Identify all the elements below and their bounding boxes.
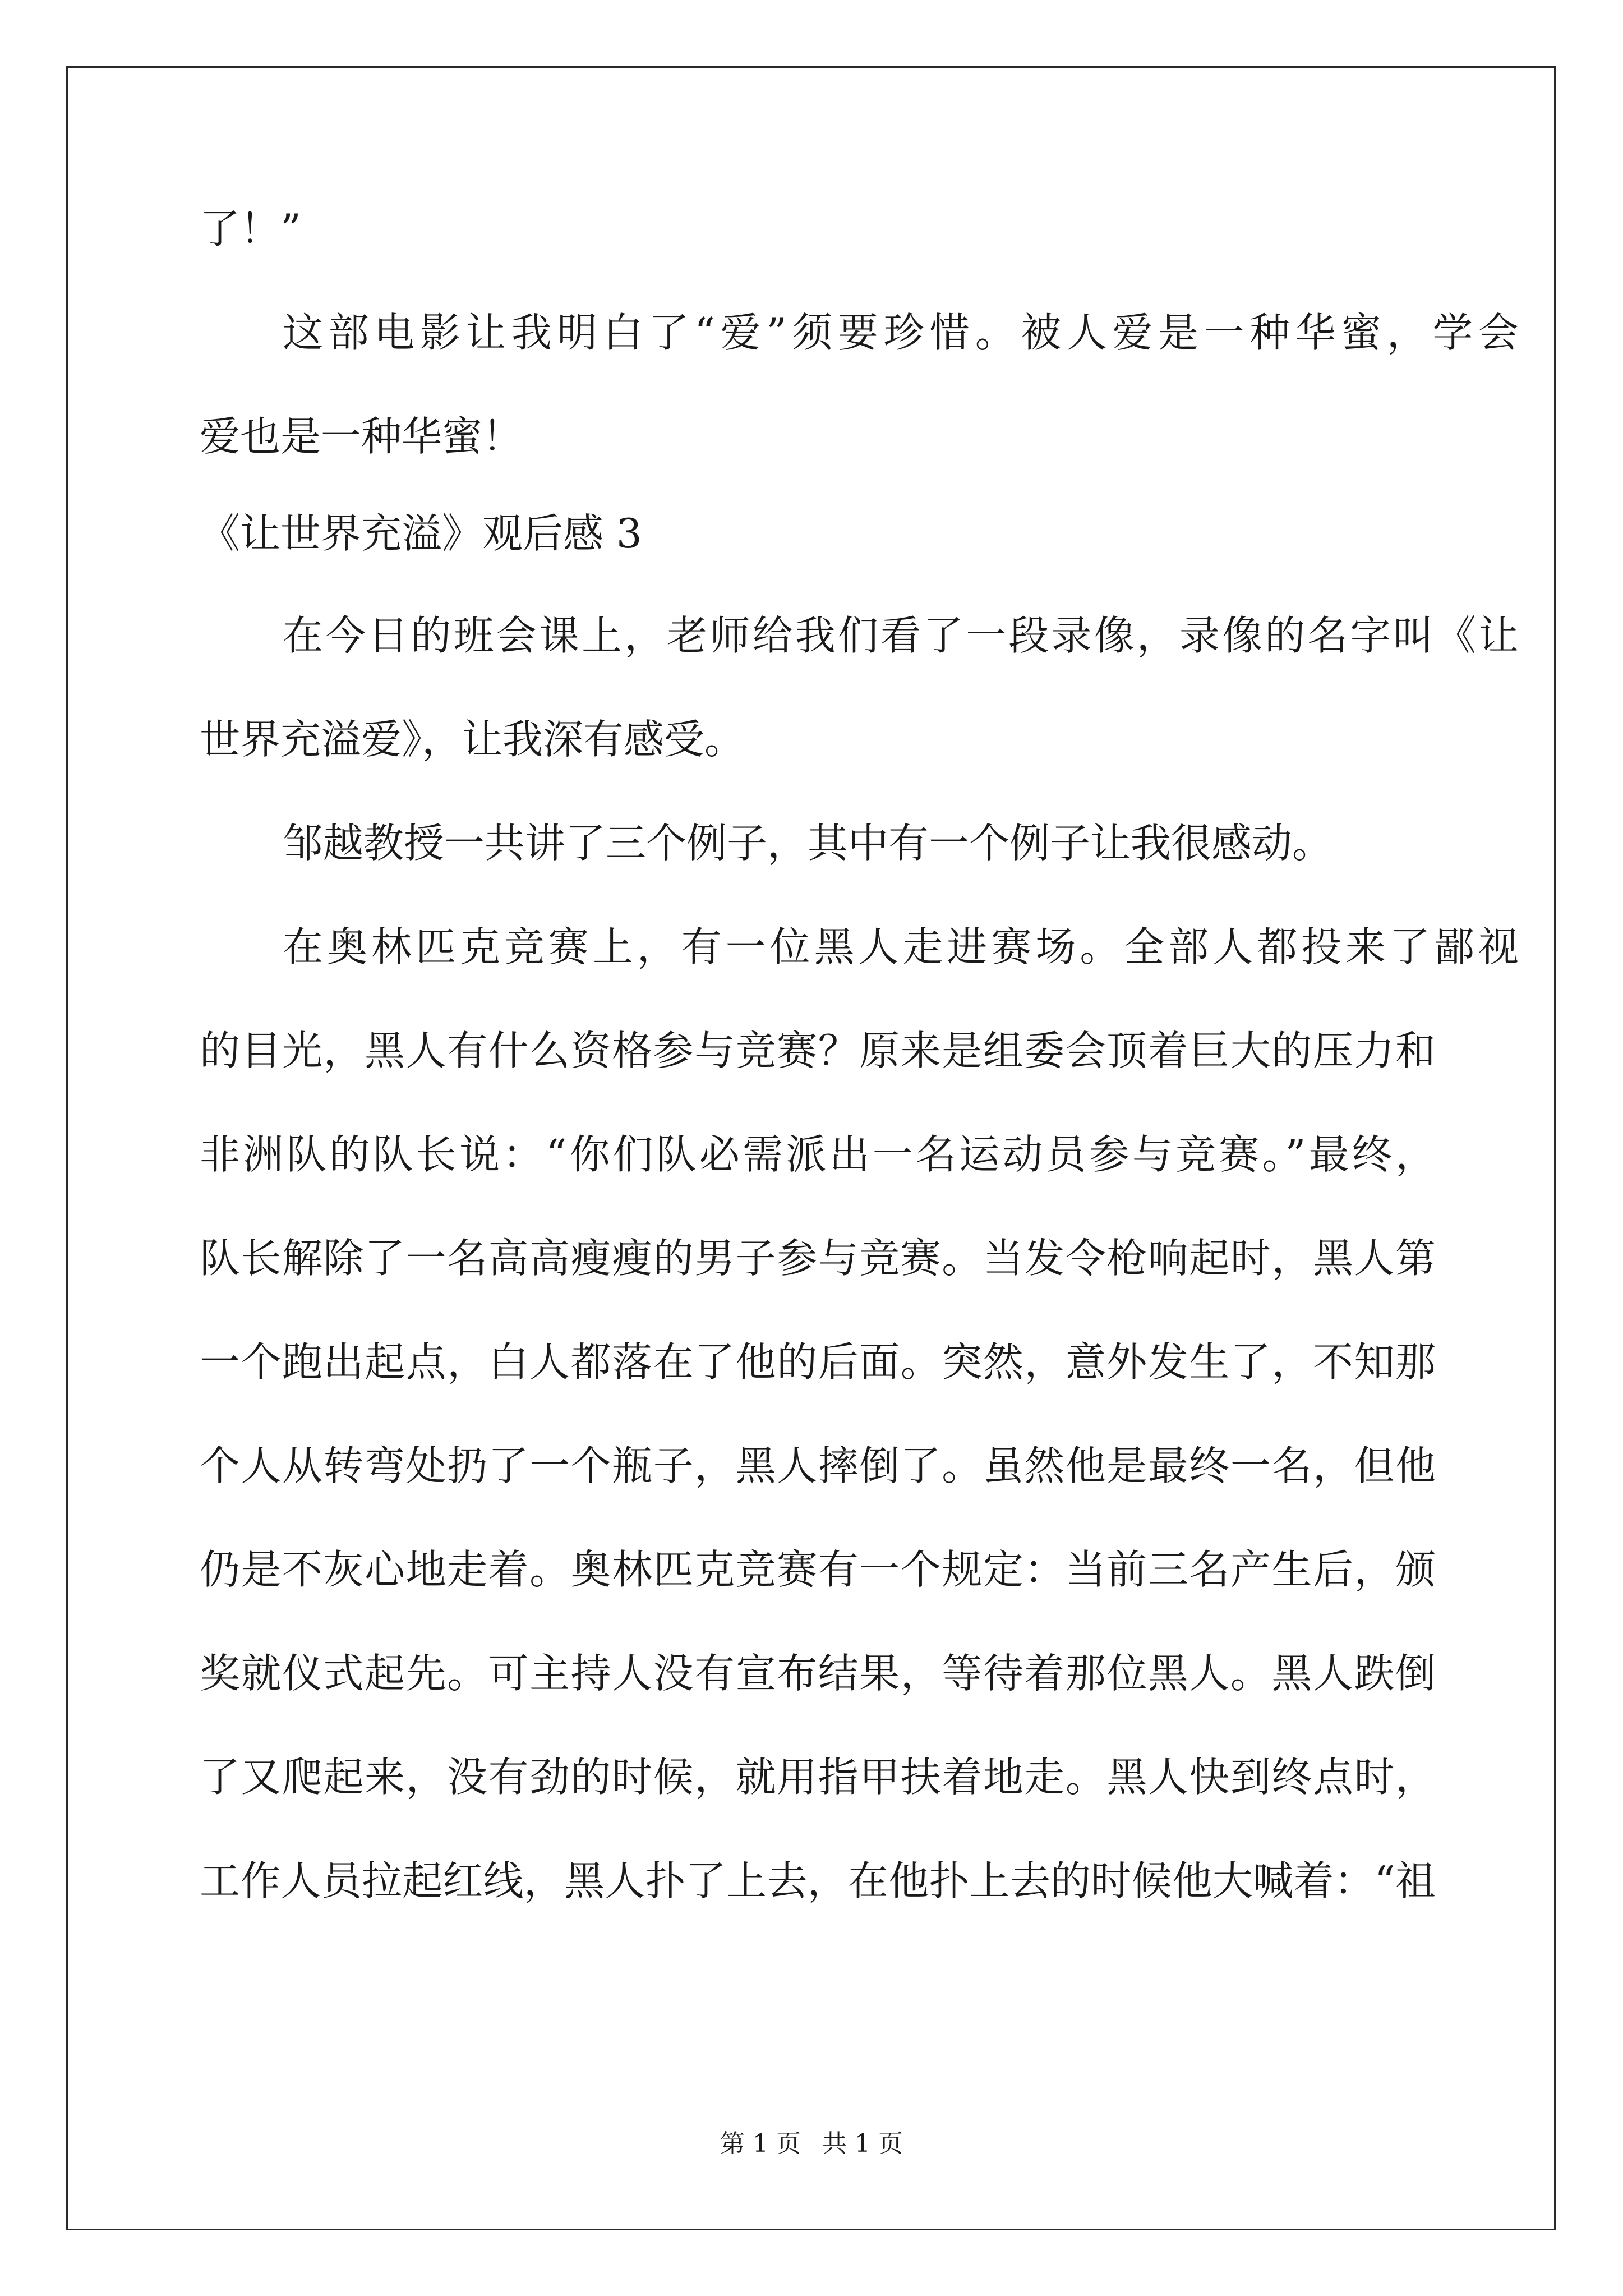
text-line: 仍是不灰心地走着。奥林匹克竞赛有一个规定：当前三名产生后，颁 bbox=[200, 1546, 1436, 1593]
page-number: 第 1 页 bbox=[720, 2129, 801, 2158]
page-footer bbox=[0, 2127, 1623, 2161]
section-heading: 《让世界充溢》观后感 3 bbox=[200, 510, 642, 557]
paragraph-line: 在奥林匹克竞赛上，有一位黑人走进赛场。全部人都投来了鄙视 bbox=[283, 923, 1519, 970]
paragraph-line: 这部电影让我明白了“爱”须要珍惜。被人爱是一种华蜜，学会 bbox=[283, 309, 1519, 356]
paragraph-line: 邹越教授一共讲了三个例子，其中有一个例子让我很感动。 bbox=[283, 820, 1333, 867]
text-line: 世界充溢爱》，让我深有感受。 bbox=[200, 716, 745, 763]
text-line: 爱也是一种华蜜！ bbox=[200, 413, 523, 460]
text-line: 个人从转弯处扔了一个瓶子，黑人摔倒了。虽然他是最终一名，但他 bbox=[200, 1442, 1436, 1489]
text-line: 队长解除了一名高高瘦瘦的男子参与竞赛。当发令枪响起时，黑人第 bbox=[200, 1235, 1436, 1282]
text-line: 奖就仪式起先。可主持人没有宣布结果，等待着那位黑人。黑人跌倒 bbox=[200, 1650, 1436, 1697]
text-line: 一个跑出起点，白人都落在了他的后面。突然，意外发生了，不知那 bbox=[200, 1338, 1436, 1386]
text-line: 了又爬起来，没有劲的时候，就用指甲扶着地走。黑人快到终点时， bbox=[200, 1754, 1436, 1801]
paragraph-line: 在今日的班会课上，老师给我们看了一段录像，录像的名字叫《让 bbox=[283, 612, 1519, 659]
text-line: 工作人员拉起红线，黑人扑了上去，在他扑上去的时候他大喊着：“祖 bbox=[200, 1857, 1436, 1904]
text-line: 非洲队的队长说：“你们队必需派出一名运动员参与竞赛。”最终， bbox=[200, 1131, 1436, 1178]
text-line: 的目光，黑人有什么资格参与竞赛？原来是组委会顶着巨大的压力和 bbox=[200, 1027, 1436, 1074]
text-line: 了！” bbox=[200, 205, 301, 252]
page-total: 共 1 页 bbox=[822, 2129, 903, 2158]
